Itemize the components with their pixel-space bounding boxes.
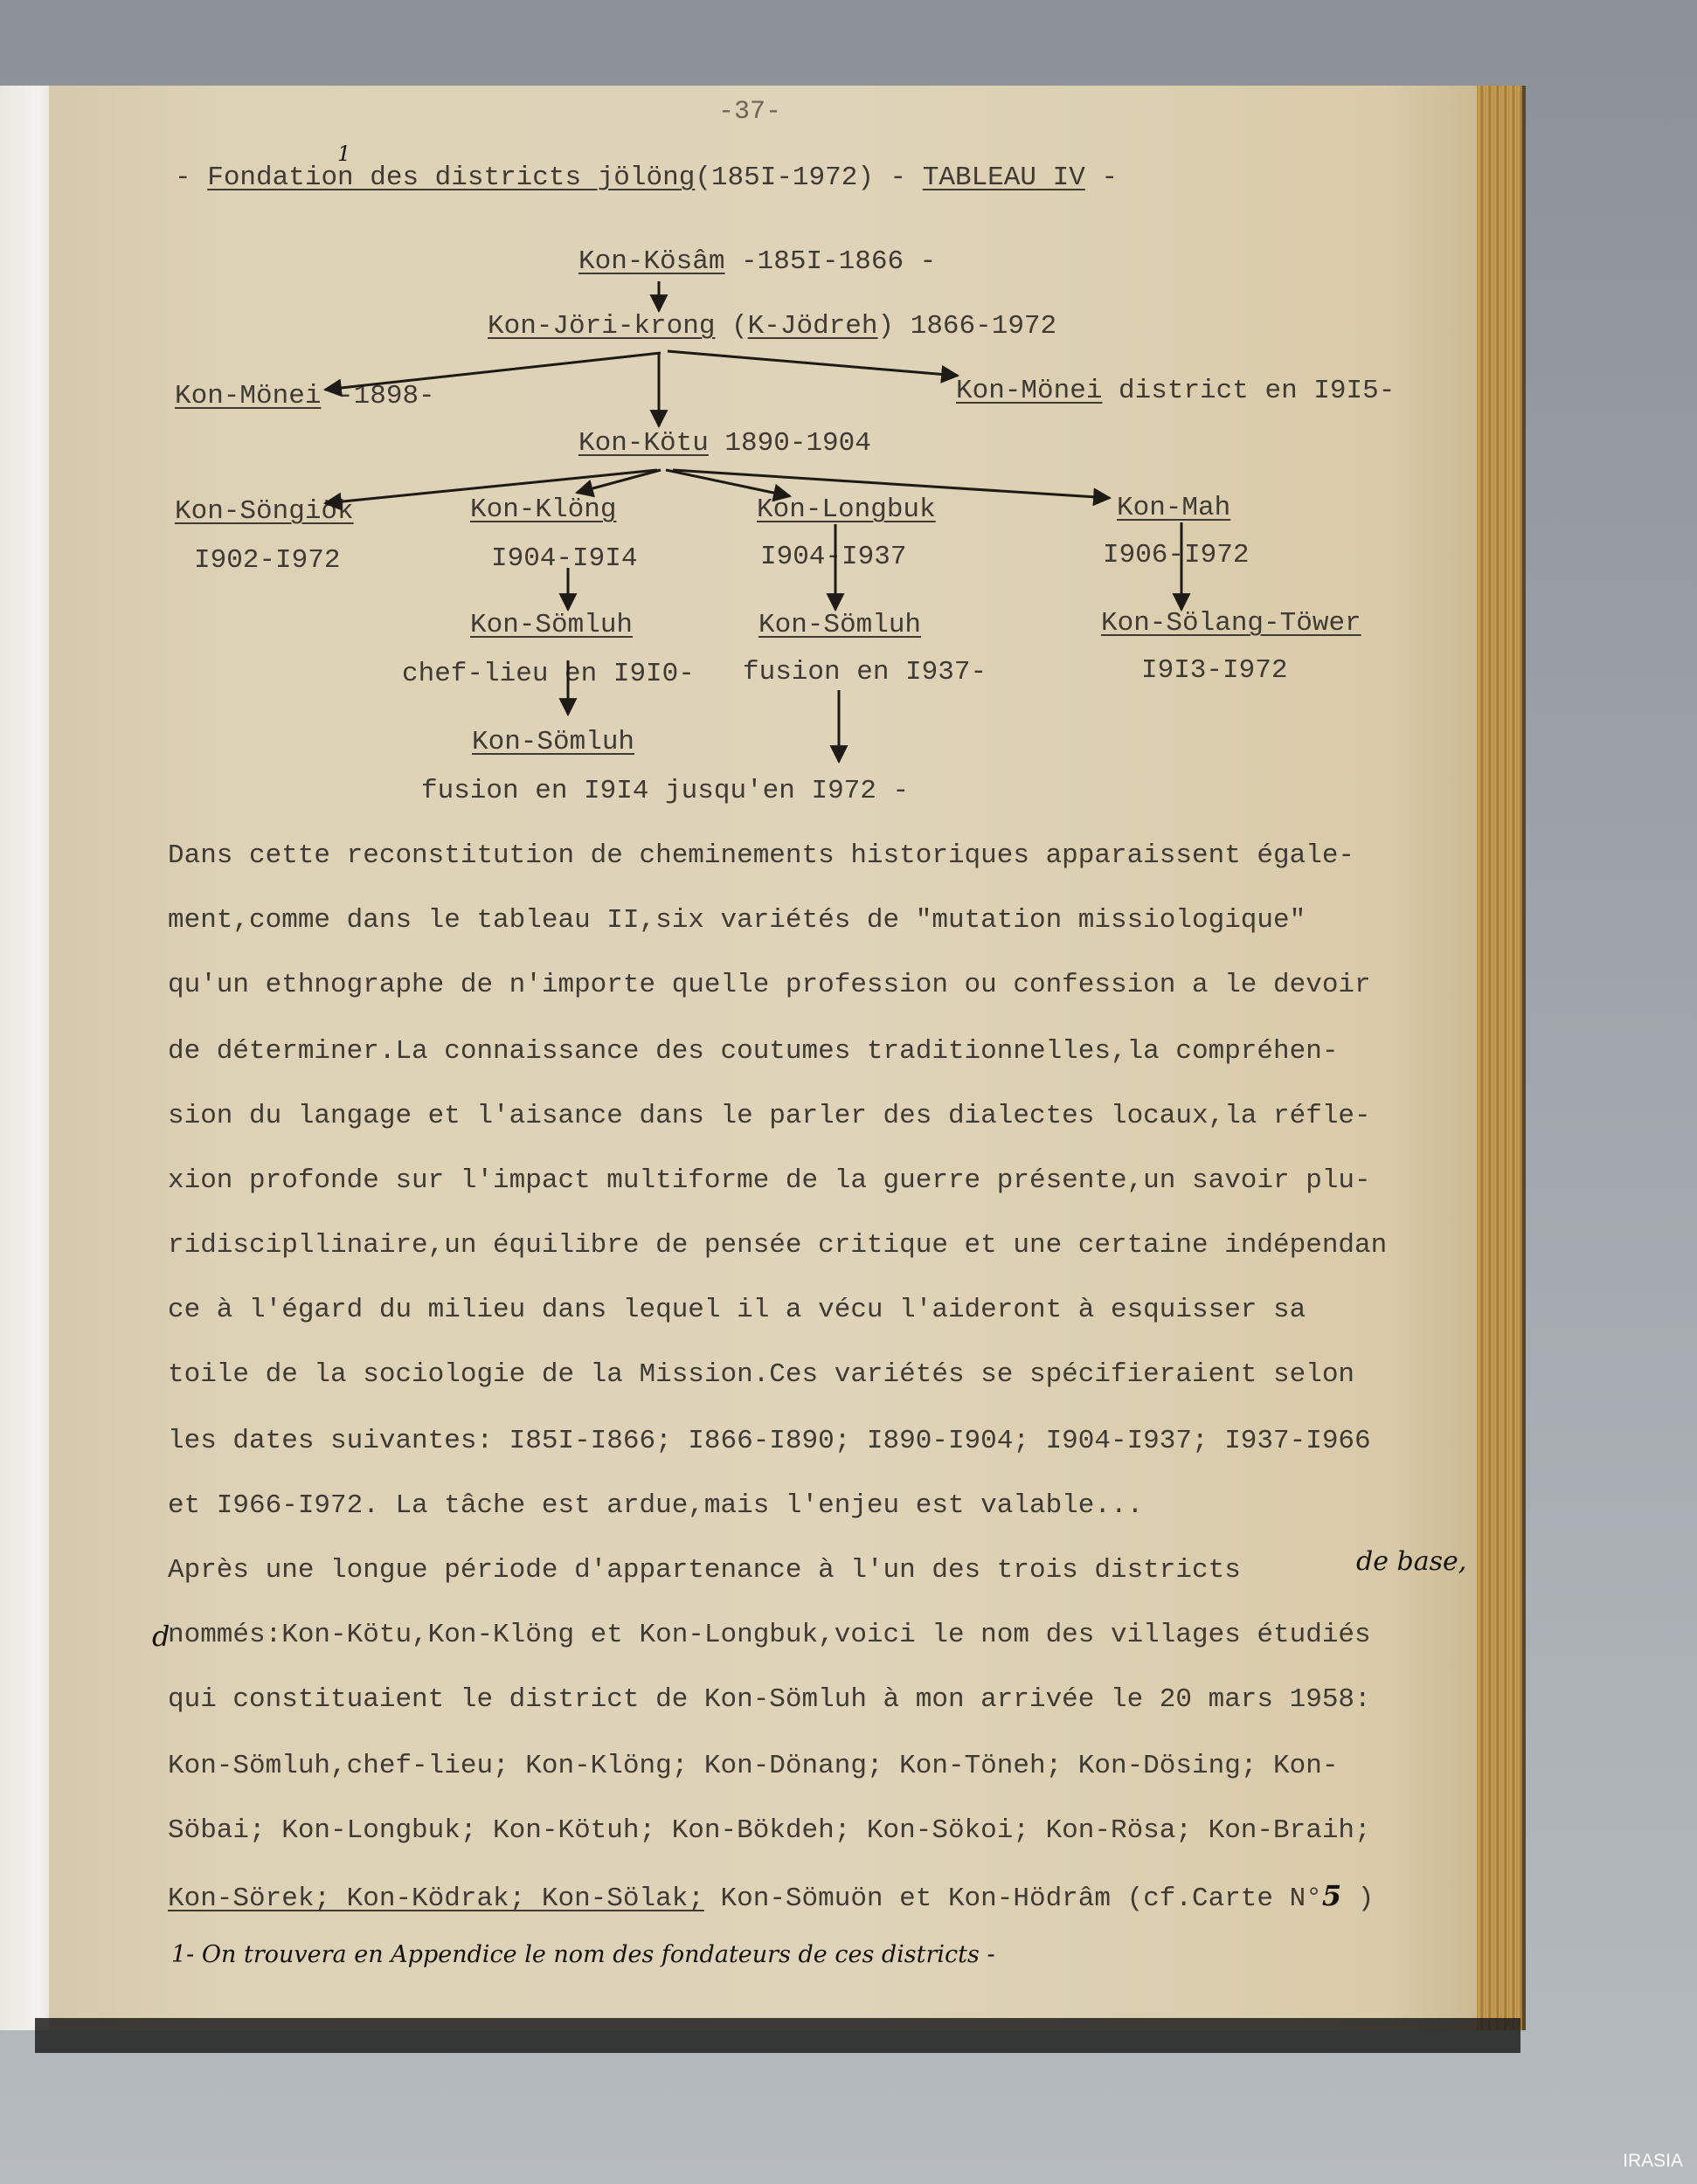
- node-name: Kon-Mönei: [175, 381, 322, 411]
- heading-suffix: -: [1084, 162, 1119, 193]
- node-kon-mah-dates: I906-I972: [1103, 540, 1250, 570]
- node-kon-mah: Kon-Mah: [1117, 493, 1231, 523]
- node-name: Kon-Jöri-krong: [488, 311, 716, 342]
- body-line: les dates suivantes: I85I-I866; I866-I890; I890-I904; I904-I937; I937-I966: [168, 1426, 1371, 1456]
- node-kon-somluh-2: Kon-Sömluh: [758, 610, 922, 640]
- village-list-rest: Kon-Sömuön et Kon-Hödrâm (cf.Carte N°: [703, 1883, 1322, 1914]
- node-name: Kon-Mönei: [956, 376, 1103, 406]
- page-number: -37-: [718, 97, 782, 127]
- handwritten-de-base: de base,: [1356, 1546, 1467, 1577]
- body-line: ridiscipllinaire,un équilibre de pensée critique et une certaine indépendan: [168, 1230, 1388, 1261]
- node-paren-close: ): [877, 311, 895, 342]
- heading-dash: -: [873, 162, 923, 193]
- watermark: IRASIA: [1623, 2151, 1683, 2171]
- body-line: Söbai; Kon-Longbuk; Kon-Kötuh; Kon-Bökdeh; Kon-Sökoi; Kon-Rösa; Kon-Braih;: [168, 1815, 1371, 1846]
- node-kon-solang-tower-dates: I9I3-I972: [1141, 655, 1288, 686]
- node-kon-longbuk-dates: I904-I937: [760, 542, 907, 572]
- body-line: toile de la sociologie de la Mission.Ces variétés se spécifieraient selon: [168, 1359, 1355, 1390]
- arrow-kotu-mah: [673, 470, 1110, 498]
- node-kon-solang-tower: Kon-Sölang-Töwer: [1101, 608, 1361, 639]
- heading-range: (185I-1972): [695, 162, 874, 193]
- handwritten-margin-mark: d: [152, 1620, 170, 1653]
- node-dates: 1890-1904: [708, 428, 871, 459]
- footnote-mark: 1: [337, 142, 351, 166]
- heading-prefix: -: [175, 162, 208, 193]
- arrow-jori-monei-right: [668, 351, 958, 376]
- body-line: nommés:Kon-Kötu,Kon-Klöng et Kon-Longbuk,voici le nom des villages étudiés: [168, 1620, 1371, 1650]
- body-line: ce à l'égard du milieu dans lequel il a vécu l'aideront à esquisser sa: [168, 1295, 1306, 1325]
- node-kon-somluh-3-note: fusion en I9I4 jusqu'en I972 -: [421, 776, 910, 806]
- body-last-line: [168, 1880, 1374, 1915]
- node-dates: 1866-1972: [894, 311, 1057, 342]
- body-line: sion du langage et l'aisance dans le parler des dialectes locaux,la réfle-: [168, 1101, 1371, 1131]
- body-line: qu'un ethnographe de n'importe quelle profession ou confession a le devoir: [168, 970, 1371, 1000]
- body-line: ment,comme dans le tableau II,six variétés de "mutation missiologique": [168, 905, 1306, 936]
- node-kon-songlok-dates: I902-I972: [194, 545, 341, 576]
- node-name: Kon-Kösâm: [578, 246, 725, 277]
- node-kon-somluh-1-note: chef-lieu en I9I0-: [402, 659, 695, 689]
- heading-title: Fondation des districts jölöng: [207, 162, 696, 193]
- node-paren-open: (: [715, 311, 748, 342]
- node-kon-songlok: Kon-Söngiök: [175, 496, 354, 527]
- node-dates: -1898-: [321, 381, 435, 411]
- village-list-underlined: Kon-Sörek; Kon-Ködrak; Kon-Sölak;: [168, 1883, 704, 1914]
- node-kon-somluh-2-note: fusion en I937-: [743, 657, 987, 688]
- node-dates: -185I-1866 -: [724, 246, 937, 277]
- heading-tableau: TABLEAU IV: [922, 162, 1085, 193]
- arrow-jori-monei-left: [325, 353, 661, 390]
- handwritten-map-number: 5: [1321, 1879, 1342, 1912]
- village-list-close: ): [1341, 1883, 1375, 1914]
- arrow-kotu-songlok: [325, 470, 657, 503]
- node-kon-somluh-3: Kon-Sömluh: [472, 727, 635, 757]
- node-kon-klong-dates: I904-I9I4: [491, 543, 638, 574]
- node-kon-longbuk: Kon-Longbuk: [757, 494, 936, 525]
- body-line: et I966-I972. La tâche est ardue,mais l'enjeu est valable...: [168, 1490, 1144, 1521]
- body-line: qui constituaient le district de Kon-Sömluh à mon arrivée le 20 mars 1958:: [168, 1684, 1371, 1715]
- node-alias: K-Jödreh: [747, 311, 878, 342]
- node-kon-klong: Kon-Klöng: [470, 494, 617, 525]
- body-line: de déterminer.La connaissance des coutumes traditionnelles,la compréhen-: [168, 1036, 1339, 1067]
- body-line: xion profonde sur l'impact multiforme de la guerre présente,un savoir plu-: [168, 1165, 1371, 1196]
- body-line: Kon-Sömluh,chef-lieu; Kon-Klöng; Kon-Dönang; Kon-Töneh; Kon-Dösing; Kon-: [168, 1751, 1339, 1781]
- body-line: Dans cette reconstitution de cheminements historiques apparaissent égale-: [168, 840, 1355, 871]
- body-line: Après une longue période d'appartenance à l'un des trois districts: [168, 1555, 1241, 1586]
- node-name: Kon-Kötu: [578, 428, 709, 459]
- handwritten-footnote: 1- On trouvera en Appendice le nom des fondateurs de ces districts -: [171, 1941, 995, 1968]
- node-kon-somluh-1: Kon-Sömluh: [470, 610, 634, 640]
- node-dates: district en I9I5-: [1102, 376, 1396, 406]
